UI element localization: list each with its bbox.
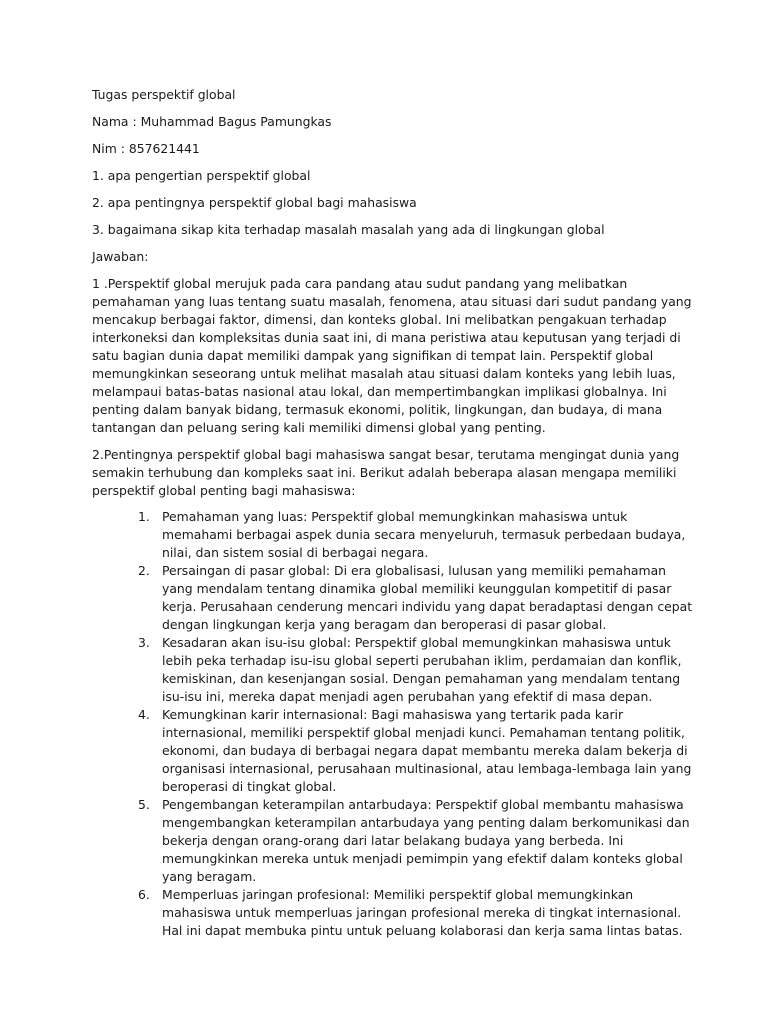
list-item [138,886,698,940]
list-item-text: Kesadaran akan isu-isu global: Perspektif global memungkinkan mahasiswa untuk lebih peka terhadap isu-isu global seperti perubahan iklim, perdamaian dan konflik, kemiskinan, dan kesenjangan sosial. Dengan pemahaman yang mendalam tentang isu-isu ini, mereka dapat menjadi agen perubahan yang efektif di masa depan. [162,635,682,704]
list-item-number: 1. [138,509,150,524]
list-item-number: 3. [138,635,150,650]
list-item [138,706,698,796]
list-item-text: Kemungkinan karir internasional: Bagi mahasiswa yang tertarik pada karir internasional, memiliki perspektif global menjadi kunci. Pemahaman tentang politik, ekonomi, dan budaya di berbagai negara dapat membantu mereka dalam bekerja di organisasi internasional, perusahaan multinasional, atau lembaga-lembaga lain yang beroperasi di tingkat global. [162,707,692,794]
list-item-text: Pengembangan keterampilan antarbudaya: Perspektif global membantu mahasiswa mengembangkan keterampilan antarbudaya yang penting dalam berkomunikasi dan bekerja dengan orang-orang dari latar belakang budaya yang berbeda. Ini memungkinkan mereka untuk menjadi pemimpin yang efektif dalam konteks global yang beragam. [162,797,690,884]
list-item-text: Memperluas jaringan profesional: Memiliki perspektif global memungkinkan mahasiswa untuk memperluas jaringan profesional mereka di tingkat internasional. Hal ini dapat membuka pintu untuk peluang kolaborasi dan kerja sama lintas batas. [162,887,683,938]
answers-heading: Jawaban: [92,249,149,264]
list-item-text: Persaingan di pasar global: Di era globalisasi, lulusan yang memiliki pemahaman yang mendalam tentang dinamika global memiliki keunggulan kompetitif di pasar kerja. Perusahaan cenderung mencari individu yang dapat beradaptasi dengan cepat dengan lingkungan kerja yang beragam dan beroperasi di pasar global. [162,563,693,632]
list-item-number: 4. [138,707,150,722]
student-name: Nama : Muhammad Bagus Pamungkas [92,114,332,129]
list-item [138,562,698,634]
list-item-number: 5. [138,797,150,812]
student-nim: Nim : 857621441 [92,141,200,156]
question-2: 2. apa pentingnya perspektif global bagi mahasiswa [92,195,417,210]
document-title: Tugas perspektif global [92,87,236,102]
list-item-number: 2. [138,563,150,578]
list-item [138,796,698,886]
list-item [138,508,698,562]
list-item [138,634,698,706]
answer-1-paragraph: 1 .Perspektif global merujuk pada cara pandang atau sudut pandang yang melibatkan pemahaman yang luas tentang suatu masalah, fenomena, atau situasi dari sudut pandang yang mencakup berbagai faktor, dimensi, dan konteks global. Ini melibatkan pengakuan terhadap interkoneksi dan kompleksitas dunia saat ini, di mana peristiwa atau keputusan yang terjadi di satu bagian dunia dapat memiliki dampak yang signifikan di tempat lain. Perspektif global memungkinkan seseorang untuk melihat masalah atau situasi dalam konteks yang lebih luas, melampaui batas-batas nasional atau lokal, dan mempertimbangkan implikasi globalnya. Ini penting dalam banyak bidang, termasuk ekonomi, politik, lingkungan, dan budaya, di mana tantangan dan peluang sering kali memiliki dimensi global yang penting. [92,276,692,435]
answer-2-intro: 2.Pentingnya perspektif global bagi mahasiswa sangat besar, terutama mengingat dunia yang semakin terhubung dan kompleks saat ini. Berikut adalah beberapa alasan mengapa memiliki perspektif global penting bagi mahasiswa: [92,447,680,498]
question-1: 1. apa pengertian perspektif global [92,168,311,183]
list-item-number: 6. [138,887,150,902]
reasons-list [92,508,698,940]
question-3: 3. bagaimana sikap kita terhadap masalah masalah yang ada di lingkungan global [92,222,605,237]
list-item-text: Pemahaman yang luas: Perspektif global memungkinkan mahasiswa untuk memahami berbagai aspek dunia secara menyeluruh, termasuk perbedaan budaya, nilai, dan sistem sosial di berbagai negara. [162,509,686,560]
